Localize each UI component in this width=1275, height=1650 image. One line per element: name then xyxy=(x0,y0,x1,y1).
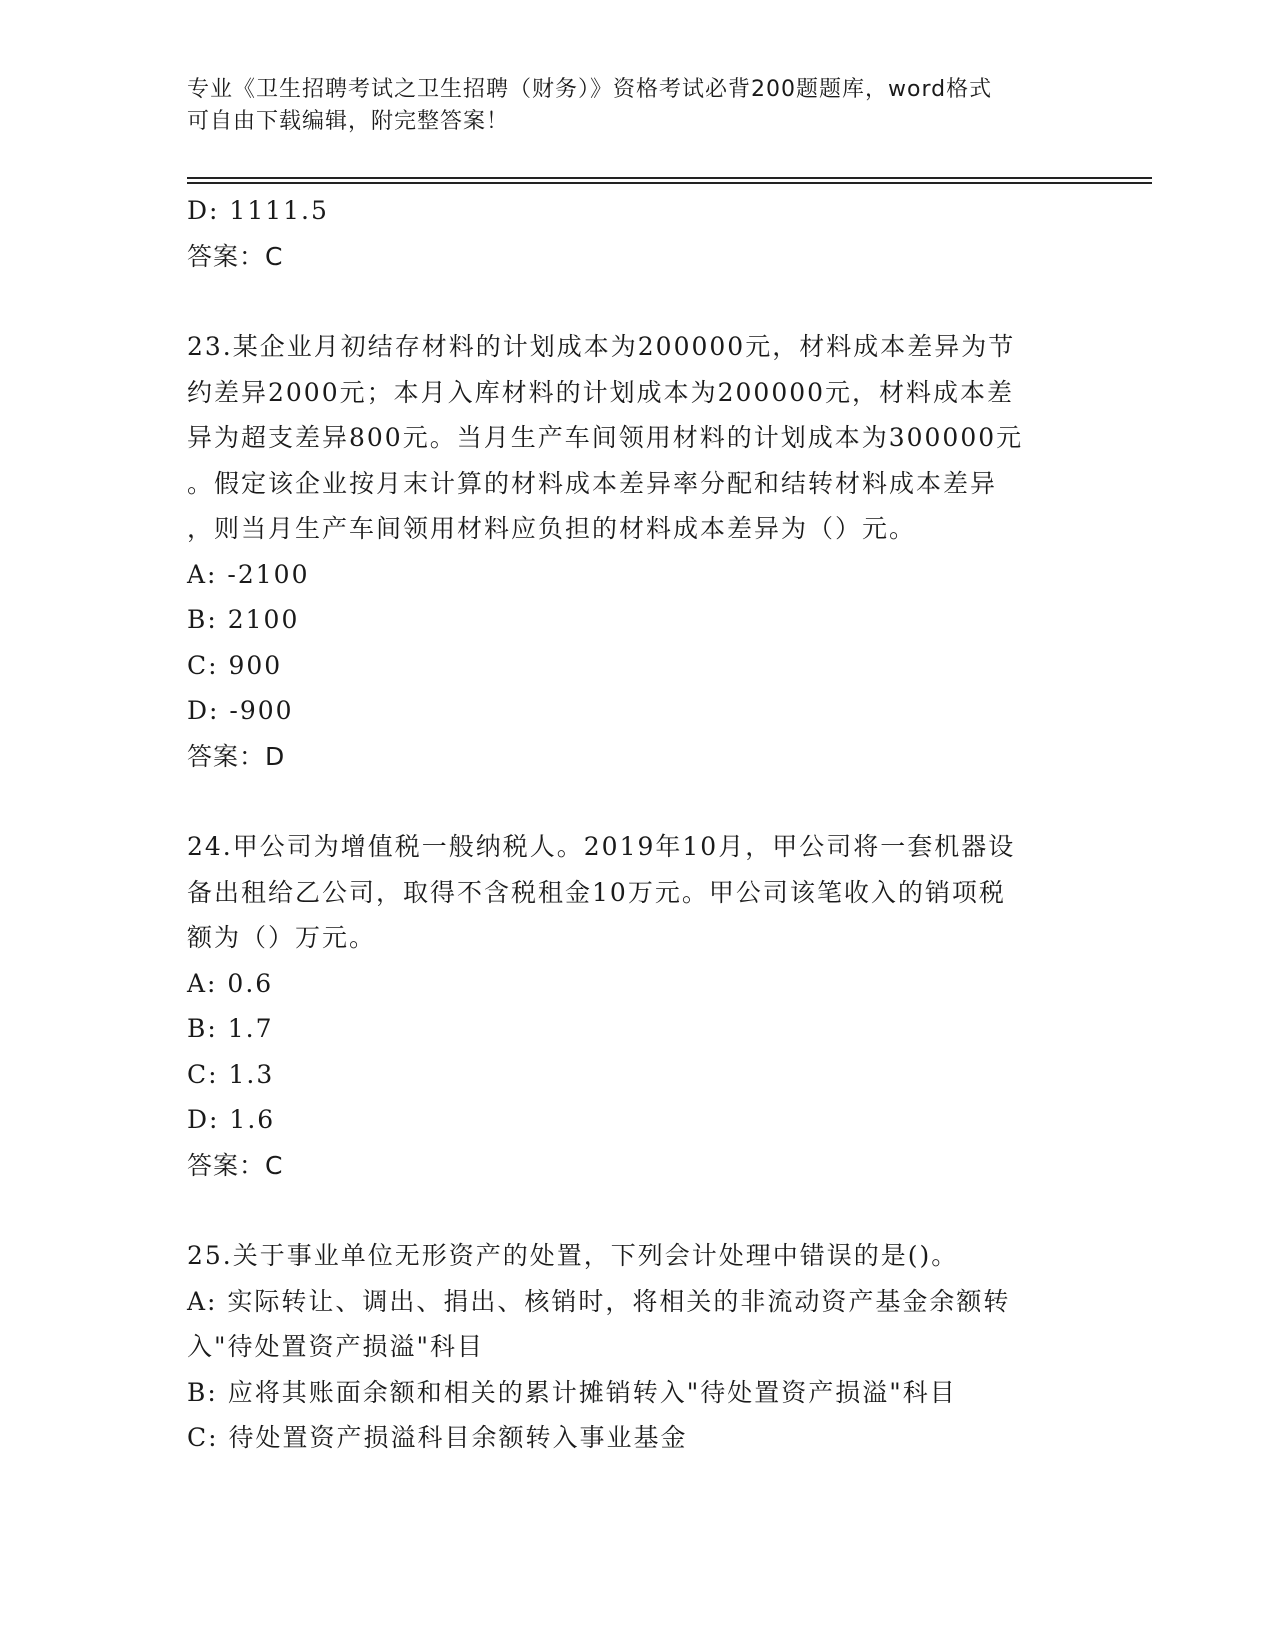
question-stem-line: 备出租给乙公司，取得不含税租金10万元。甲公司该笔收入的销项税 xyxy=(187,877,1006,907)
header-rule-top xyxy=(187,177,1152,179)
question-stem-line: 24.甲公司为增值税一般纳税人。2019年10月，甲公司将一套机器设 xyxy=(187,832,1016,861)
spacer xyxy=(187,1188,1067,1233)
option-a: A: 实际转让、调出、捐出、核销时，将相关的非流动资产基金余额转 xyxy=(187,1286,1011,1316)
header-rule-bottom xyxy=(187,182,1152,184)
question-stem-line: 异为超支差异800元。当月生产车间领用材料的计划成本为300000元 xyxy=(187,423,1024,452)
answer: 答案：C xyxy=(187,1150,284,1180)
option-d: D: 1111.5 xyxy=(187,196,329,225)
option-a: A: 0.6 xyxy=(187,968,274,998)
question-stem-line: 约差异2000元；本月入库材料的计划成本为200000元，材料成本差 xyxy=(187,377,1015,407)
option-b: B: 应将其账面余额和相关的累计摊销转入"待处置资产损溢"科目 xyxy=(187,1377,957,1407)
question-stem-line: 23.某企业月初结存材料的计划成本为200000元，材料成本差异为节 xyxy=(187,332,1016,361)
header-line-1: 专业《卫生招聘考试之卫生招聘（财务）》资格考试必背200题题库，word格式 xyxy=(187,77,993,102)
question-23 xyxy=(187,324,1067,779)
spacer xyxy=(187,279,1067,324)
question-stem-line: 25.关于事业单位无形资产的处置，下列会计处理中错误的是()。 xyxy=(187,1241,959,1270)
option-c: C: 1.3 xyxy=(187,1059,275,1089)
question-22-tail xyxy=(187,188,1067,279)
question-stem-line: 。假定该企业按月末计算的材料成本差异率分配和结转材料成本差异 xyxy=(187,468,998,498)
question-stem-line: 额为（）万元。 xyxy=(187,923,377,952)
option-d: D: -900 xyxy=(187,696,294,725)
question-25 xyxy=(187,1233,1067,1461)
answer: 答案：D xyxy=(187,741,286,771)
option-a: A: -2100 xyxy=(187,559,310,589)
option-c: C: 待处置资产损溢科目余额转入事业基金 xyxy=(187,1423,688,1452)
answer: 答案：C xyxy=(187,241,284,271)
option-b: B: 2100 xyxy=(187,605,300,634)
spacer xyxy=(187,779,1067,824)
option-a-continued: 入"待处置资产损溢"科目 xyxy=(187,1332,484,1361)
question-24 xyxy=(187,824,1067,1188)
option-c: C: 900 xyxy=(187,650,283,680)
page-header xyxy=(187,74,1087,138)
option-b: B: 1.7 xyxy=(187,1014,274,1043)
option-d: D: 1.6 xyxy=(187,1105,276,1134)
header-line-2: 可自由下载编辑，附完整答案！ xyxy=(187,109,510,134)
question-stem-line: ，则当月生产车间领用材料应负担的材料成本差异为（）元。 xyxy=(187,514,917,543)
document-body xyxy=(187,188,1067,1461)
